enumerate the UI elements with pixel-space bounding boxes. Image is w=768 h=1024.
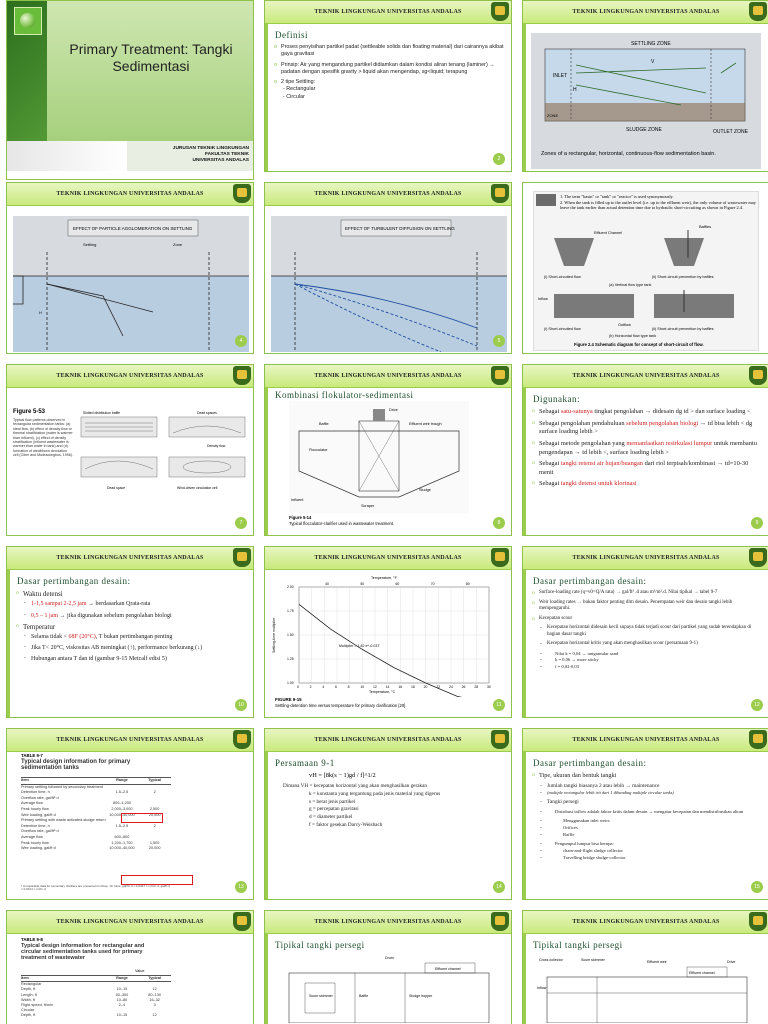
x-axis-label: Temperature, °C <box>369 690 396 694</box>
svg-text:(i) Short-circuited flow: (i) Short-circuited flow <box>544 327 581 331</box>
slide-header: TEKNIK LINGKUNGAN UNIVERSITAS ANDALAS <box>265 365 511 388</box>
svg-text:Density flow: Density flow <box>207 444 226 448</box>
svg-text:H: H <box>573 87 577 93</box>
top-tick-label: 60 <box>395 582 400 586</box>
table-row: Peak hourly flow 1,200–1,700 1,500 <box>21 840 160 845</box>
university-logo-icon <box>491 730 509 749</box>
slide-title: Dasar pertimbangan desain: <box>17 576 131 586</box>
slide-header: TEKNIK LINGKUNGAN UNIVERSITAS ANDALAS <box>265 547 511 570</box>
equation: vH = [8k(s − 1)gd / f]^1/2 <box>309 772 376 779</box>
table-row: Detention time, h 1.5–2.5 2 <box>21 823 156 828</box>
page-number: 8 <box>493 517 505 529</box>
y-tick-label: 1.50 <box>287 633 294 638</box>
slide-title: Tipikal tangki persegi <box>275 940 365 950</box>
slide-17-rect-tank[interactable] <box>264 910 512 1024</box>
rect-tank-figure <box>537 953 757 1023</box>
slide-header: TEKNIK LINGKUNGAN UNIVERSITAS ANDALAS <box>7 911 253 934</box>
presentation-title: Primary Treatment: Tangki Sedimentasi <box>69 41 233 74</box>
figure-description: Typical flow patterns observed in rectangular sedimentation tanks: (a) ideal flow, (b) effect of density flow or thermal stratification (water is warmer than influent), (c) effect of density stratification (influent wastewater is warmer than water in tank) and (d) formation of windblown circulation cell (Ciber and Mudrackegbus, 1996). <box>13 418 73 458</box>
page-number: 4 <box>235 335 247 347</box>
slide-13-table-9-7[interactable] <box>6 728 254 900</box>
design-list: o Surface-loading rate (q=v0=Q/A rata) → gal/ft² .d atau m³/m².d. Nilai tipikal → tabel 9-7 o Weir loading rates → bukan faktor penting dlm desain. Penempatan weir dan desain tangki lebih mempengaruhi. o Kecepatan scour - Kecepatan horizontal didesain kecil supaya tidak terjadi scour dari partikel yang sudah terendapkan di bagian dasar tangki - Kecepatan horizontal kritis yang akan menghasilkan scour (persamaan 9-1) - Nilai k = 0,04 → unigranular sand - k = 0,06 → more sticky - f = 0,02-0,03 <box>533 590 763 670</box>
rect-tank-figure <box>285 953 495 1023</box>
equation-label: Multiplier = 1.82 e^-0.03T <box>339 644 380 648</box>
x-tick-label: 6 <box>335 685 337 689</box>
slide-2-definisi[interactable] <box>264 0 512 172</box>
x-tick-label: 30 <box>487 685 491 689</box>
svg-text:(b) Horizontal flow type tank: (b) Horizontal flow type tank <box>609 334 657 338</box>
list-item: o Sebagai metode pengolahan yang memanfaatkan resirkulasi lumpur untuk membantu pengendapan → td lebih <, surface loading lebih > <box>533 440 763 457</box>
sludge-zone-label: SLUDGE ZONE <box>626 127 662 133</box>
table-row: Peak hourly flow 2,000–3,000 2,500 <box>21 806 160 811</box>
svg-text:(ii) Short-circuit prevention: (ii) Short-circuit prevention by baffles <box>652 275 714 279</box>
slide-18-rect-tank[interactable] <box>522 910 768 1024</box>
svg-text:Baffle: Baffle <box>359 994 369 998</box>
slide-15-tank-types[interactable] <box>522 728 768 900</box>
y-tick-label: 1.75 <box>287 609 294 614</box>
agglomeration-figure <box>13 216 249 352</box>
slide-header: TEKNIK LINGKUNGAN UNIVERSITAS ANDALAS <box>7 183 253 206</box>
list-item: o Sebagai tangki detensi untuk klorinasi <box>533 480 763 489</box>
turbulent-diffusion-figure <box>271 216 507 352</box>
settling-time-chart <box>269 573 505 697</box>
svg-text:Effluent weir: Effluent weir <box>647 960 667 964</box>
list-item: o Sebagai pengolahan pendahuluan sebelum pengolahan biologi → td bisa lebih < dg surface loading lebih > <box>533 420 763 437</box>
svg-text:(a) Vertical flow type tank: (a) Vertical flow type tank <box>609 283 652 287</box>
svg-text:Scum skimmer: Scum skimmer <box>309 994 333 998</box>
slide-title: Kombinasi flokulator-sedimentasi <box>275 390 414 400</box>
slide-title: Persamaan 9-1 <box>275 758 335 768</box>
slide-11-temperature-chart[interactable] <box>264 546 512 718</box>
chart-caption-text: Settling-detention time versus temperature for primary clarification [20]. <box>275 703 407 708</box>
table-row: Weir loading, gal/ft·d 10,000–40,000 20,000 <box>21 846 161 851</box>
university-logo-icon <box>491 366 509 385</box>
svg-text:Influent: Influent <box>291 498 304 502</box>
table-row: Primary settling with waste activated-sludge return <box>21 818 106 823</box>
slide-14-equation[interactable] <box>264 728 512 900</box>
x-tick-label: 2 <box>309 685 312 689</box>
page-number: 11 <box>493 699 505 711</box>
table-title: Typical design information for primary sedimentation tanks <box>21 759 131 772</box>
svg-text:Slotted distribution baffle: Slotted distribution baffle <box>83 411 121 415</box>
affiliation: JURUSAN TEKNIK LINGKUNGAN FAKULTAS TEKNIK UNIVERSITAS ANDALAS <box>172 146 249 163</box>
svg-text:Sludge: Sludge <box>419 488 431 492</box>
svg-text:Figure 2.4 Schematic diagram: Figure 2.4 Schematic diagram for concept of short-circuit of flow. <box>574 342 704 347</box>
table-title: Typical design information for rectangular and circular sedimentation tanks used for primary treatment of wastewater <box>21 943 145 961</box>
svg-text:Dead space: Dead space <box>107 486 126 490</box>
flocculator-clarifier-figure <box>289 401 469 513</box>
x-tick-label: 18 <box>411 685 415 689</box>
page-number: 15 <box>751 881 763 893</box>
page-number: 13 <box>235 881 247 893</box>
slide-1-title[interactable] <box>6 0 254 180</box>
slide-5-turbulent[interactable] <box>264 182 512 354</box>
svg-text:Flocculator: Flocculator <box>309 448 328 452</box>
x-tick-label: 12 <box>373 685 377 689</box>
x-tick-label: 10 <box>360 685 365 689</box>
svg-text:V: V <box>651 59 655 65</box>
svg-text:EFFECT OF PARTICLE AGGLOMERATI: EFFECT OF PARTICLE AGGLOMERATION ON SETTLING <box>73 226 193 231</box>
title-dark-strip <box>7 141 254 171</box>
slide-title: Dasar pertimbangan desain: <box>533 576 647 586</box>
svg-text:H: H <box>39 310 42 315</box>
usage-list <box>533 408 763 489</box>
y-tick-label: 1.00 <box>287 681 294 686</box>
page-number: 12 <box>751 699 763 711</box>
slide-header: TEKNIK LINGKUNGAN UNIVERSITAS ANDALAS <box>265 729 511 752</box>
slide-10-design-basis[interactable] <box>6 546 254 718</box>
list-item: o 2 tipe Settling: <box>275 79 505 86</box>
svg-text:ZONE: ZONE <box>547 113 559 118</box>
figure-caption-text: Typical flocculator-clarifier used in wastewater treatment. <box>289 521 395 526</box>
svg-text:(ii) Short-circuit prevention: (ii) Short-circuit prevention by baffles <box>652 327 714 331</box>
definition-list <box>275 44 505 86</box>
y-tick-label: 1.25 <box>287 657 294 662</box>
university-logo-icon <box>233 730 251 749</box>
table-row: Overflow rate, gal/ft²·d <box>21 829 59 834</box>
university-logo-icon <box>233 184 251 203</box>
slide-header: TEKNIK LINGKUNGAN UNIVERSITAS ANDALAS <box>523 365 768 388</box>
svg-text:Effluent channel: Effluent channel <box>689 971 715 975</box>
slide-title: Digunakan: <box>533 394 580 404</box>
svg-text:Settling: Settling <box>83 242 97 247</box>
top-axis-label: Temperature, °F <box>371 576 397 580</box>
table-row: Length, ft 50–300 80–130 <box>21 992 161 997</box>
slide-7-flow-patterns[interactable] <box>6 364 254 536</box>
university-logo-icon <box>491 548 509 567</box>
page-number: 2 <box>493 153 505 165</box>
table-row: Average flow 600–800 <box>21 834 130 839</box>
figure-label: Figure 5-53 <box>13 409 46 415</box>
page-number: 10 <box>235 699 247 711</box>
svg-text:Effluent Channel: Effluent Channel <box>594 231 623 235</box>
sedimentation-zones-figure <box>531 33 767 169</box>
top-tick-label: 80 <box>465 582 470 586</box>
slide-header: TEKNIK LINGKUNGAN UNIVERSITAS ANDALAS <box>265 911 511 934</box>
outlet-label: OUTLET ZONE <box>713 129 748 135</box>
svg-text:EFFECT OF TURBULENT DIFFUSION: EFFECT OF TURBULENT DIFFUSION ON SETTLING <box>345 226 455 231</box>
svg-text:Baffle: Baffle <box>319 422 329 426</box>
slide-4-agglomeration[interactable] <box>6 182 254 354</box>
table-row: Overflow rate, gal/ft²·d <box>21 795 59 800</box>
university-logo-icon <box>491 184 509 203</box>
table-row: Depth, ft 10–15 12 <box>21 1013 157 1018</box>
svg-text:Cross collector: Cross collector <box>539 958 563 962</box>
table-footnote: * Comparable data for secondary clarifiers are presented in Chap. 10. Note: gal/ft²·d × 0.0407 = m³/m²·d; gal/ft·d × 0.0124 = m³/m·d <box>21 884 170 892</box>
slide-header: TEKNIK LINGKUNGAN UNIVERSITAS ANDALAS <box>265 183 511 206</box>
table-number: TABLE 9-8 <box>21 937 43 942</box>
tank-type-list: o Tipe, ukuran dan bentuk tangki - Jumlah tangki biasanya 2 atau lebih → maintenance - (multiple rectangular lebih irit dari 1 dibanding multiple circular tanks) - Tangki persegi - Distribusi inflow adalah faktor kritis dalam desain → mengatur kecepatan dan mendistribusikan aliran - Menggunakan inlet weirs - Orifices - Baffle - Pengumpul lumpur bisa berupa: - chain-and-flight sludge collector - Travelling bridge sludge-collector <box>533 772 763 861</box>
slide-16-table-9-8[interactable] <box>6 910 254 1024</box>
page-number: 5 <box>493 335 505 347</box>
slide-3-zones[interactable] <box>522 0 768 172</box>
slide-header: TEKNIK LINGKUNGAN UNIVERSITAS ANDALAS <box>523 1 768 24</box>
slide-header: TEKNIK LINGKUNGAN UNIVERSITAS ANDALAS <box>7 729 253 752</box>
figure-caption: Figure 5-14 <box>289 515 312 520</box>
university-logo-icon <box>233 548 251 567</box>
globe-icon <box>14 7 42 35</box>
table-row: Item Range Typical <box>21 778 171 785</box>
university-logo-icon <box>233 366 251 385</box>
table-row: Weir loading, gal/ft·d 10,000–40,000 20,000 <box>21 812 161 817</box>
slide-title: Dasar pertimbangan desain: <box>533 758 647 768</box>
university-logo-icon <box>491 2 509 21</box>
university-logo-icon <box>749 366 767 385</box>
page-number: 7 <box>235 517 247 529</box>
svg-text:Inflow: Inflow <box>537 986 547 990</box>
x-tick-label: 20 <box>423 685 428 689</box>
slide-9-digunakan[interactable] <box>522 364 768 536</box>
table-number: TABLE 9-7 <box>21 753 43 758</box>
top-tick-label: 50 <box>360 582 365 586</box>
x-tick-label: 8 <box>347 685 350 689</box>
table-row: Circular <box>21 1008 35 1013</box>
svg-text:Wind-driven circulation cell: Wind-driven circulation cell <box>177 486 218 490</box>
university-logo-icon <box>749 912 767 931</box>
list-item: o Proses penyisihan partikel padat (settleable solids dan floating material) dari cairannya akibat gaya gravitasi <box>275 44 505 59</box>
svg-text:Effluent weir trough: Effluent weir trough <box>409 422 442 426</box>
design-table <box>21 975 171 1019</box>
x-tick-label: 4 <box>322 685 325 689</box>
slide-12-design-basis[interactable] <box>522 546 768 718</box>
top-tick-label: 40 <box>325 582 329 586</box>
figure-caption: Zones of a rectangular, horizontal, continuous-flow sedimentation basin. <box>541 151 716 157</box>
svg-text:Inflow: Inflow <box>538 297 548 301</box>
x-tick-label: 22 <box>436 685 441 689</box>
inlet-label: INLET <box>553 73 568 79</box>
slide-header: TEKNIK LINGKUNGAN UNIVERSITAS ANDALAS <box>523 547 768 570</box>
slide-title: Tipikal tangki persegi <box>533 940 623 950</box>
list-item: o Sebagai satu-satunya tingkat pengolahan → didesain dg td > dan surface loading < <box>533 408 763 417</box>
x-tick-label: 14 <box>385 685 390 689</box>
list-item: o Prinsip: Air yang mengandung partikel didiamkan dalam kondisi aliran tenang (laminer) → padatan dengan spesifik gravity > liquid akan mengendap, sg<liquid; terapung <box>275 62 505 77</box>
table-row: Primary settling followed by secondary treatment <box>21 784 103 789</box>
table-row: Width, ft 10–80 16–32 <box>21 997 160 1002</box>
list-item: o Sebagai tangki retensi air hujan/buangan dari riol terpisah/kombinasi → td=10-30 menit <box>533 460 763 477</box>
x-tick-label: 16 <box>398 685 403 689</box>
university-logo-icon <box>233 912 251 931</box>
svg-text:(i) Short-circuited flow: (i) Short-circuited flow <box>544 275 581 279</box>
settling-zone-label: SETTLING ZONE <box>631 41 671 47</box>
svg-text:Zone: Zone <box>173 242 183 247</box>
table-row: Average flow 800–1,200 <box>21 801 131 806</box>
university-logo-icon <box>749 548 767 567</box>
highlight-box <box>121 813 163 823</box>
page-number: 9 <box>751 517 763 529</box>
svg-text:Dead spaces: Dead spaces <box>197 411 217 415</box>
table-row: Item Range Typical <box>21 976 171 982</box>
flow-patterns-figure <box>77 409 249 505</box>
svg-text:Drive: Drive <box>389 408 398 412</box>
table-row: Rectangular <box>21 982 42 987</box>
x-tick-label: 24 <box>449 685 453 689</box>
slide-8-flocculator[interactable] <box>264 364 512 536</box>
slide-header: TEKNIK LINGKUNGAN UNIVERSITAS ANDALAS <box>265 1 511 24</box>
y-axis-label: Settling-time multiplier <box>272 617 276 653</box>
svg-text:Scum skimmer: Scum skimmer <box>581 958 605 962</box>
slide-header: TEKNIK LINGKUNGAN UNIVERSITAS ANDALAS <box>7 365 253 388</box>
svg-text:Outflow: Outflow <box>618 323 631 327</box>
slide-6-short-circuit[interactable] <box>522 182 768 354</box>
top-tick-label: 70 <box>430 582 435 586</box>
settling-types: - Rectangular - Circular <box>283 86 316 101</box>
svg-text:Drum: Drum <box>385 956 394 960</box>
short-circuit-figure: 1. The term "basin" or "tank" or "reactor" is used synonymously. 2. When the tank is filled up to the outlet level (i.e. up to the effluent weir), the only volume of wastewater may leave the tank earlier than actual detention time due to hydraulic short-circuiting as shown in Figure 2.4. Baffles Effluent Channel (i) Short-circuited flow (ii) Short-circuit prevention by baffles (a) Vertical flow type tank Inflow Outflow (i) Short-circuited flow (ii) Short-circuit prevention by baffles (b) Horizontal flow type tank Figure 2.4 Schematic diagram for concept of short-circuit of flow. <box>533 191 759 351</box>
table-row: Detention time, h 1.5–2.5 2 <box>21 790 156 795</box>
slide-header: TEKNIK LINGKUNGAN UNIVERSITAS ANDALAS <box>523 729 768 752</box>
design-list: o Waktu detensi - 1-1,5 sampai 2-2,5 jam → berdasarkan Qrata-rata - 0,5 – 1 jam → jika digunakan sebelum pengolahan biologi o Temperatur - Selama tidak < 68F (20°C), T bukan pertimbangan penting - Jika T< 20°C, viskositas AB meningkat (↑), performance berkurang (↓) - Hubungan antara T dan td (gambar 9-15 Metcalf edisi 5) <box>17 590 247 663</box>
svg-text:Scraper: Scraper <box>361 504 375 508</box>
svg-text:Baffles: Baffles <box>699 224 712 229</box>
slide-header: TEKNIK LINGKUNGAN UNIVERSITAS ANDALAS <box>523 911 768 934</box>
equation-definitions: Dimana VH = kecepatan horizontal yang akan menghasilkan gerakan k = konstanta yang tergantung pada jenis material yang digerus s = berat jenis partikel g = percepatan gravitasi d = diameter partikel f = faktor gesekan Darcy-Weisbach <box>283 783 441 828</box>
y-tick-label: 2.00 <box>287 585 294 590</box>
title-text-box <box>47 1 254 141</box>
table-row: Depth, ft 10–15 12 <box>21 987 157 992</box>
table-row: Flight speed, ft/min 2–4 3 <box>21 1003 156 1008</box>
value-header: Value <box>135 969 145 973</box>
university-logo-icon <box>749 2 767 21</box>
x-tick-label: 0 <box>297 685 299 689</box>
x-tick-label: 28 <box>474 685 479 689</box>
svg-text:Drive: Drive <box>727 960 736 964</box>
university-logo-icon <box>491 912 509 931</box>
slide-header: TEKNIK LINGKUNGAN UNIVERSITAS ANDALAS <box>7 547 253 570</box>
page-number: 14 <box>493 881 505 893</box>
svg-text:Sludge hopper: Sludge hopper <box>409 994 433 998</box>
x-tick-label: 26 <box>461 685 466 689</box>
slide-title: Definisi <box>275 30 308 40</box>
chart-caption: FIGURE 9-15 <box>275 697 302 702</box>
university-logo-icon <box>749 730 767 749</box>
svg-text:Effluent channel: Effluent channel <box>435 967 461 971</box>
